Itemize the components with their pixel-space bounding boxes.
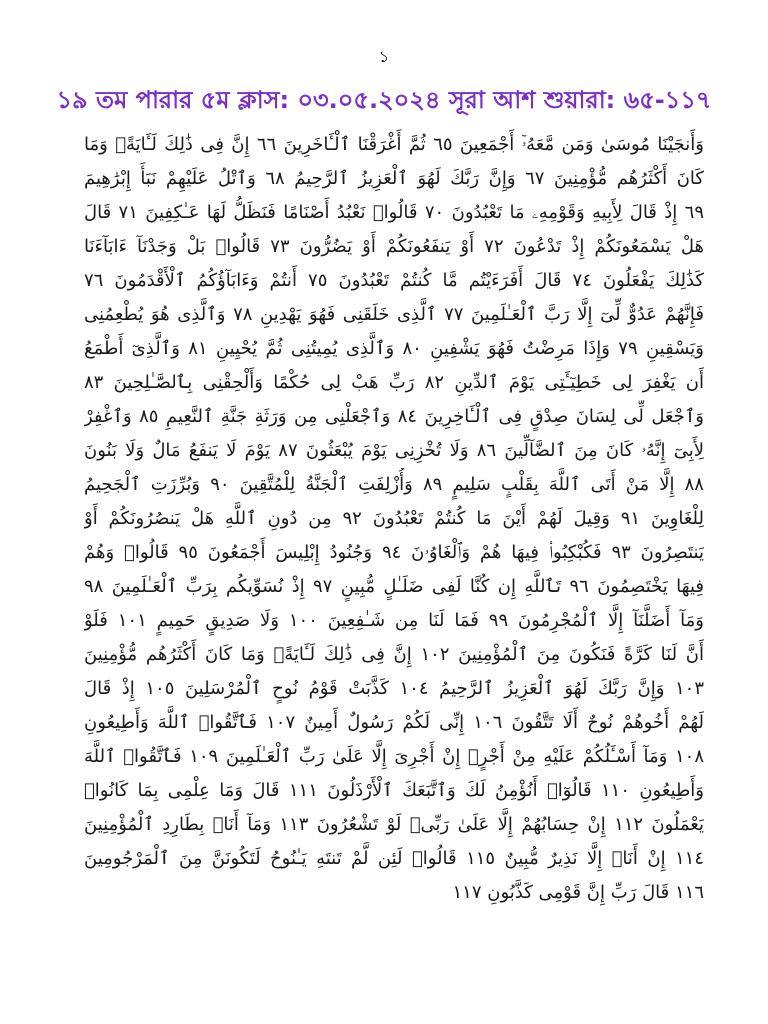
verse-line: ١٠٨ وَمَآ أَسْـَٔلُكُمْ عَلَيْهِ مِنْ أَجْرٍۖ إِنْ أَجْرِىَ إِلَّا عَلَىٰ رَبِّ ٱلْعَـٰلَمِينَ ١٠٩ فَٱتَّقُوا۟ ٱللَّهَ — [84, 746, 704, 767]
verse-line: هَلْ يَسْمَعُونَكُمْ إِذْ تَدْعُونَ ٧٢ أَوْ يَنفَعُونَكُمْ أَوْ يَضُرُّونَ ٧٣ قَالُوا۟ بَلْ وَجَدْنَآ ءَابَآءَنَا — [84, 236, 704, 257]
verse-line: كَانَ أَكْثَرُهُم مُّؤْمِنِينَ ٦٧ وَإِنَّ رَبَّكَ لَهُوَ ٱلْعَزِيزُ ٱلرَّحِيمُ ٦٨ وَٱتْلُ عَلَيْهِمْ نَبَأَ إِبْرَٰهِيمَ — [84, 168, 704, 189]
verse-line: كَذَٰلِكَ يَفْعَلُونَ ٧٤ قَالَ أَفَرَءَيْتُم مَّا كُنتُمْ تَعْبُدُونَ ٧٥ أَنتُمْ وَءَابَآؤُكُمُ ٱلْأَقْدَمُونَ ٧٦ — [84, 270, 704, 291]
verse-line: يَعْمَلُونَ ١١٢ إِنْ حِسَابُهُمْ إِلَّا عَلَىٰ رَبِّىۖ لَوْ تَشْعُرُونَ ١١٣ وَمَآ أَنَا۠ بِطَارِدِ ٱلْمُؤْمِنِينَ — [84, 814, 704, 835]
verse-line: فَإِنَّهُمْ عَدُوٌّ لِّىٓ إِلَّا رَبَّ ٱلْعَـٰلَمِينَ ٧٧ ٱلَّذِى خَلَقَنِى فَهُوَ يَهْدِينِ ٧٨ وَٱلَّذِى هُوَ يُطْعِمُنِى — [84, 304, 704, 325]
verse-line: ١٠٣ وَإِنَّ رَبَّكَ لَهُوَ ٱلْعَزِيزُ ٱلرَّحِيمُ ١٠٤ كَذَّبَتْ قَوْمُ نُوحٍ ٱلْمُرْسَلِينَ ١٠٥ إِذْ قَالَ — [84, 678, 704, 699]
verse-line: لِلْغَاوِينَ ٩١ وَقِيلَ لَهُمْ أَيْنَ مَا كُنتُمْ تَعْبُدُونَ ٩٢ مِن دُونِ ٱللَّهِ هَلْ يَنصُرُونَكُمْ أَوْ — [84, 508, 704, 529]
verse-line: أَنَّ لَنَا كَرَّةً فَنَكُونَ مِنَ ٱلْمُؤْمِنِينَ ١٠٢ إِنَّ فِى ذَٰلِكَ لَـَٔايَةًۖ وَمَا كَانَ أَكْثَرُهُم مُّؤْمِنِينَ — [84, 644, 704, 665]
lesson-heading: ১৯ তম পারার ৫ম ক্লাস: ০৩.০৫.২০২৪ সূরা আশ শুয়ারা: ৬৫-১১৭ — [56, 86, 712, 114]
verse-line: لَهُمْ أَخُوهُمْ نُوحٌ أَلَا تَتَّقُونَ ١٠٦ إِنِّى لَكُمْ رَسُولٌ أَمِينٌ ١٠٧ فَٱتَّقُوا۟ ٱللَّهَ وَأَطِيعُونِ — [84, 712, 704, 733]
verse-line: ٦٩ إِذْ قَالَ لِأَبِيهِ وَقَوْمِهِۦ مَا تَعْبُدُونَ ٧٠ قَالُوا۟ نَعْبُدُ أَصْنَامًا فَنَظَلُّ لَهَا عَـٰكِفِينَ ٧١ قَالَ — [84, 202, 704, 223]
verse-line: وَيَسْقِينِ ٧٩ وَإِذَا مَرِضْتُ فَهُوَ يَشْفِينِ ٨٠ وَٱلَّذِى يُمِيتُنِى ثُمَّ يُحْيِينِ ٨١ وَٱلَّذِىٓ أَطْمَعُ — [84, 338, 704, 359]
quran-verses-block — [84, 128, 704, 910]
page-number: ১ — [378, 47, 390, 66]
verse-line: ١١٦ قَالَ رَبِّ إِنَّ قَوْمِى كَذَّبُونِ ١١٧ — [452, 882, 704, 903]
verse-line: لِأَبِىٓ إِنَّهُۥ كَانَ مِنَ ٱلضَّآلِّينَ ٨٦ وَلَا تُخْزِنِى يَوْمَ يُبْعَثُونَ ٨٧ يَوْمَ لَا يَنفَعُ مَالٌ وَلَا بَنُونَ — [84, 440, 704, 461]
verse-line: ١١٤ إِنْ أَنَا۠ إِلَّا نَذِيرٌ مُّبِينٌ ١١٥ قَالُوا۟ لَئِن لَّمْ تَنتَهِ يَـٰنُوحُ لَتَكُونَنَّ مِنَ ٱلْمَرْجُومِينَ — [84, 848, 704, 869]
verse-line: ٨٨ إِلَّا مَنْ أَتَى ٱللَّهَ بِقَلْبٍ سَلِيمٍ ٨٩ وَأُزْلِفَتِ ٱلْجَنَّةُ لِلْمُتَّقِينَ ٩٠ وَبُرِّزَتِ ٱلْجَحِيمُ — [84, 474, 704, 495]
verse-line: وَٱجْعَل لِّى لِسَانَ صِدْقٍ فِى ٱلْـَٔاخِرِينَ ٨٤ وَٱجْعَلْنِى مِن وَرَثَةِ جَنَّةِ ٱلنَّعِيمِ ٨٥ وَٱغْفِرْ — [84, 406, 704, 427]
verse-line: وَأَطِيعُونِ ١١٠ قَالُوٓا۟ أَنُؤْمِنُ لَكَ وَٱتَّبَعَكَ ٱلْأَرْذَلُونَ ١١١ قَالَ وَمَا عِلْمِى بِمَا كَانُوا۟ — [84, 780, 704, 801]
verse-line: أَن يَغْفِرَ لِى خَطِيٓـَٔتِى يَوْمَ ٱلدِّينِ ٨٢ رَبِّ هَبْ لِى حُكْمًا وَأَلْحِقْنِى بِٱلصَّـٰلِحِينَ ٨٣ — [84, 372, 704, 393]
verse-line: وَأَنجَيْنَا مُوسَىٰ وَمَن مَّعَهُۥٓ أَجْمَعِينَ ٦٥ ثُمَّ أَغْرَقْنَا ٱلْـَٔاخَرِينَ ٦٦ إِنَّ فِى ذَٰلِكَ لَـَٔايَةًۖ وَمَا — [84, 134, 704, 155]
verse-line: يَنتَصِرُونَ ٩٣ فَكُبْكِبُوا۟ فِيهَا هُمْ وَٱلْغَاوُۥنَ ٩٤ وَجُنُودُ إِبْلِيسَ أَجْمَعُونَ ٩٥ قَالُوا۟ وَهُمْ — [84, 542, 704, 563]
verse-line: فِيهَا يَخْتَصِمُونَ ٩٦ تَٱللَّهِ إِن كُنَّا لَفِى ضَلَـٰلٍ مُّبِينٍ ٩٧ إِذْ نُسَوِّيكُم بِرَبِّ ٱلْعَـٰلَمِينَ ٩٨ — [84, 576, 704, 597]
verse-line: وَمَآ أَضَلَّنَآ إِلَّا ٱلْمُجْرِمُونَ ٩٩ فَمَا لَنَا مِن شَـٰفِعِينَ ١٠٠ وَلَا صَدِيقٍ حَمِيمٍ ١٠١ فَلَوْ — [84, 610, 704, 631]
